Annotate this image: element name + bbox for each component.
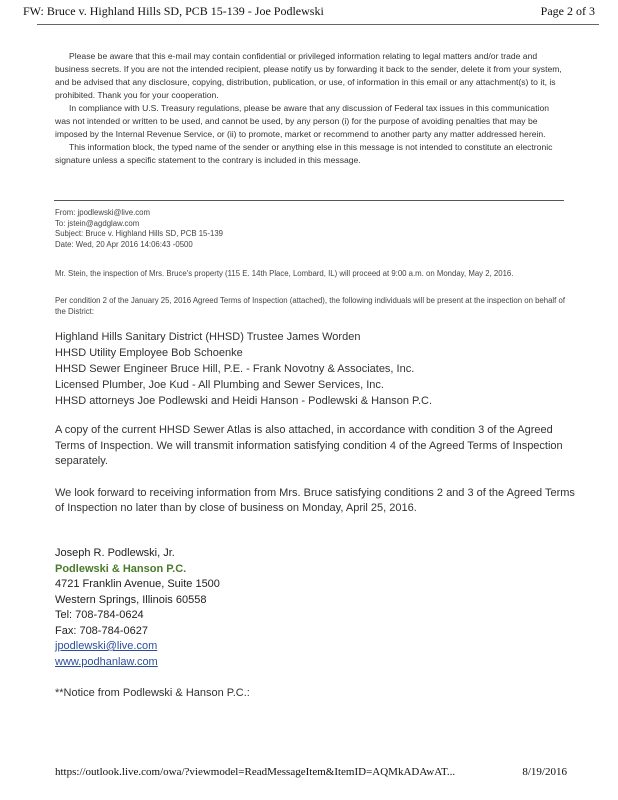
disclaimer-tax: In compliance with U.S. Treasury regulations, please be aware that any discussion of Federal tax issues in this communication was not intended or written to be used, and cannot be used, by any person (i) for the purpose of avoiding penalties that may be imposed by the Internal Revenue Service, or (ii) to promote, market or recommend to another party any matter addressed herein. — [55, 103, 550, 139]
header-title: FW: Bruce v. Highland Hills SD, PCB 15-139 - Joe Podlewski — [23, 4, 324, 18]
list-item: Highland Hills Sanitary District (HHSD) Trustee James Worden — [55, 331, 361, 343]
footer-url: https://outlook.live.com/owa/?viewmodel=ReadMessageItem&ItemID=AQMkADAwAT... — [55, 766, 456, 778]
disclaimer-confidentiality: Please be aware that this e-mail may contain confidential or privileged information relating to legal matters and/or trade and business secrets. If you are not the intended recipient, please notify us by forwarding it back to the sender, delete it from your system, and be advised that any disclosure, copying, distribution, publication, or use, of information in this email or any attachment(s) to it, is prohibited. Thank you for your cooperation. — [55, 51, 562, 100]
body-closing: We look forward to receiving information from Mrs. Bruce satisfying conditions 2 and 3 of the Agreed Terms of Inspection no later than by close of business on Monday, April 25, 2016. — [55, 486, 575, 514]
signature-telephone: Tel: 708-784-0624 — [55, 609, 144, 621]
signature-name: Joseph R. Podlewski, Jr. — [55, 547, 175, 559]
list-item: HHSD Utility Employee Bob Schoenke — [55, 347, 243, 359]
email-signature — [55, 546, 220, 670]
signature-website-link[interactable]: www.podhanlaw.com — [55, 655, 158, 668]
email-to: To: jstein@agdglaw.com — [55, 218, 140, 228]
page-header — [23, 4, 595, 24]
email-body — [55, 423, 575, 533]
message-divider — [54, 200, 564, 201]
email-subject: Subject: Bruce v. Highland Hills SD, PCB 15-139 — [55, 229, 223, 238]
page-footer — [55, 766, 567, 782]
firm-notice-heading: **Notice from Podlewski & Hanson P.C.: — [55, 687, 250, 699]
signature-email-link[interactable]: jpodlewski@live.com — [55, 640, 158, 652]
email-from: From: jpodlewski@live.com — [55, 208, 151, 217]
page-number: Page 2 of 3 — [540, 4, 595, 18]
attendee-list — [55, 329, 432, 409]
email-intro — [55, 268, 570, 333]
signature-address-line1: 4721 Franklin Avenue, Suite 1500 — [55, 578, 220, 590]
email-date: Date: Wed, 20 Apr 2016 14:06:43 -0500 — [55, 239, 193, 249]
signature-address-line2: Western Springs, Illinois 60558 — [55, 593, 207, 606]
email-headers — [55, 208, 223, 250]
body-sewer-atlas: A copy of the current HHSD Sewer Atlas is also attached, in accordance with condition 3 of the Agreed Terms of Inspection. We will transmit information satisfying condition 4 of the Agreed Terms of Inspection separately. — [55, 424, 563, 467]
intro-inspection-time: Mr. Stein, the inspection of Mrs. Bruce's property (115 E. 14th Place, Lombard, IL) will proceed at 9:00 a.m. on Monday, May 2, 2016. — [55, 269, 514, 278]
disclaimer-signature: This information block, the typed name of the sender or anything else in this message is not intended to constitute an electronic signature unless a specific statement to the contrary is included in this message. — [55, 142, 553, 165]
signature-fax: Fax: 708-784-0627 — [55, 624, 148, 637]
list-item: Licensed Plumber, Joe Kud - All Plumbing and Sewer Services, Inc. — [55, 379, 384, 391]
footer-date: 8/19/2016 — [522, 766, 567, 778]
signature-firm: Podlewski & Hanson P.C. — [55, 562, 187, 575]
list-item: HHSD Sewer Engineer Bruce Hill, P.E. - Frank Novotny & Associates, Inc. — [55, 363, 415, 375]
list-item: HHSD attorneys Joe Podlewski and Heidi Hanson - Podlewski & Hanson P.C. — [55, 395, 433, 407]
header-divider — [37, 24, 599, 25]
intro-attendees-lead: Per condition 2 of the January 25, 2016 Agreed Terms of Inspection (attached), the following individuals will be present at the inspection on behalf of the District: — [55, 296, 566, 316]
email-disclaimer — [55, 50, 565, 167]
